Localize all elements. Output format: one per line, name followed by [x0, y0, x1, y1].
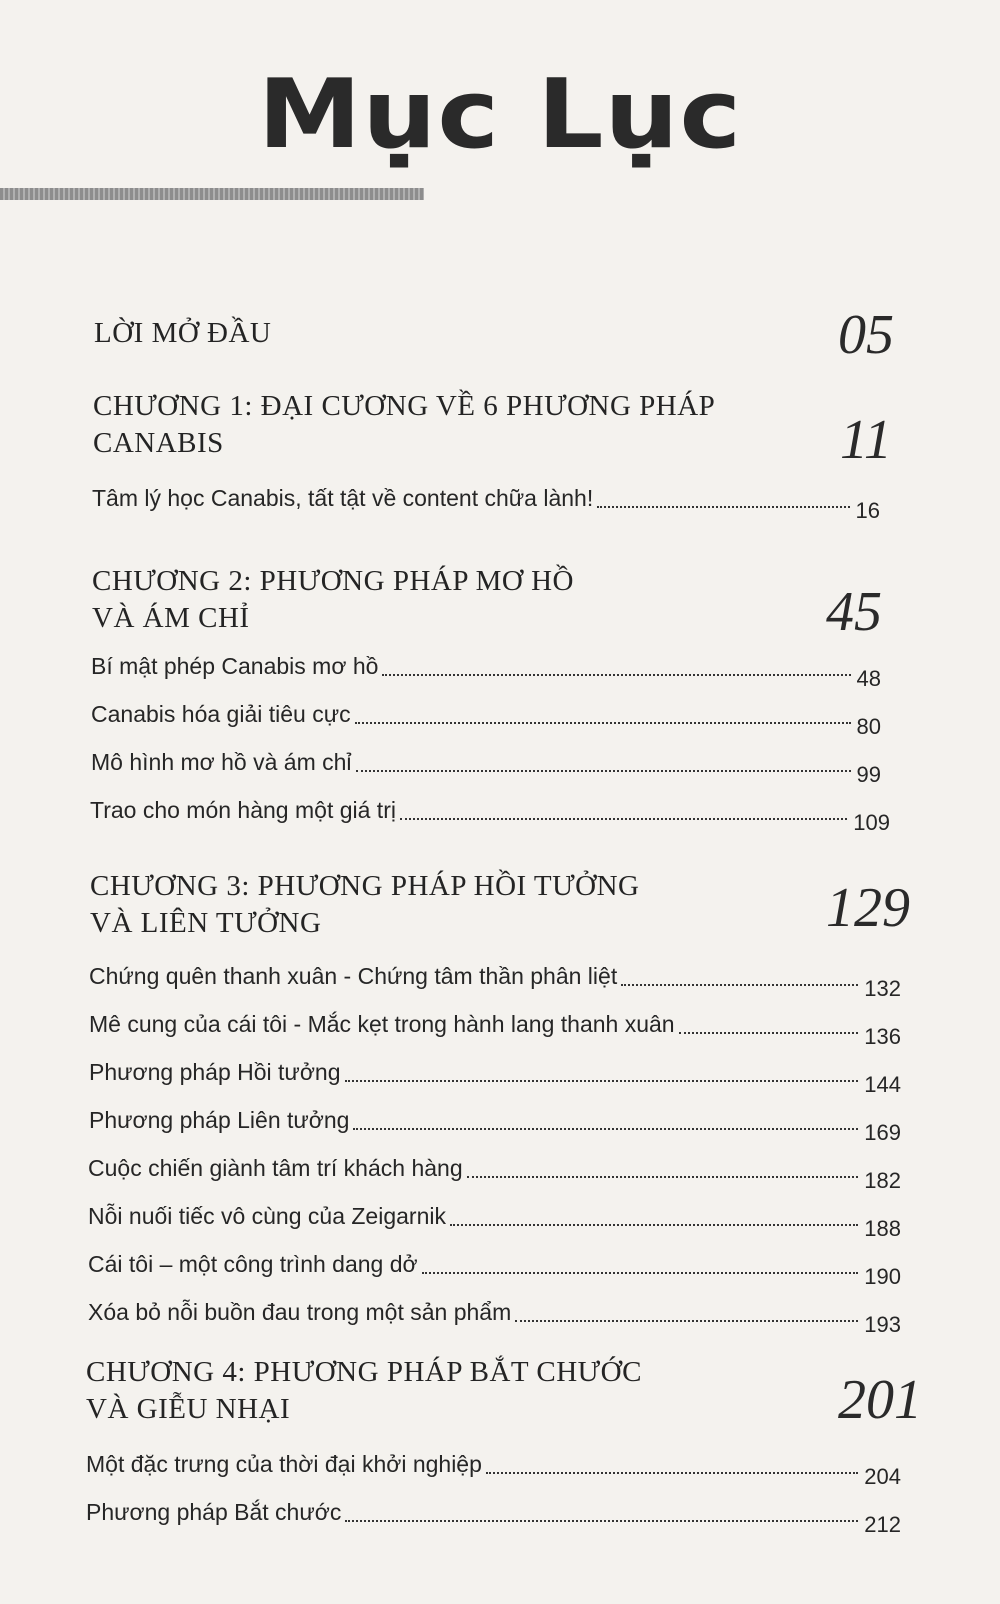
chapter-2-title-line-2: VÀ ÁM CHỈ [92, 602, 250, 634]
dot-leader [467, 1176, 859, 1178]
dot-leader [450, 1224, 858, 1226]
toc-entry-label: Bí mật phép Canabis mơ hồ [91, 653, 379, 679]
toc-entry[interactable] [91, 696, 881, 739]
toc-entry-page: 193 [864, 1312, 901, 1337]
preface-title[interactable]: LỜI MỞ ĐẦU [94, 317, 272, 349]
toc-entry[interactable] [89, 1102, 901, 1145]
toc-entry[interactable] [89, 1054, 901, 1097]
toc-entry-label: Mê cung của cái tôi - Mắc kẹt trong hành lang thanh xuân [89, 1011, 675, 1037]
chapter-4-title-line-1: CHƯƠNG 4: PHƯƠNG PHÁP BẮT CHƯỚC [86, 1356, 642, 1388]
toc-entry[interactable] [89, 1006, 901, 1049]
chapter-4-title-line-2: VÀ GIỄU NHẠI [86, 1393, 291, 1425]
chapter-3-title-line-2: VÀ LIÊN TƯỞNG [90, 907, 322, 939]
chapter-4-page-number: 201 [838, 1369, 922, 1431]
toc-entry-page: 182 [864, 1168, 901, 1193]
toc-entry[interactable] [88, 1150, 901, 1193]
toc-entry-page: 16 [855, 498, 880, 523]
dot-leader [355, 722, 851, 724]
dot-leader [345, 1080, 859, 1082]
chapter-3-title-line-1: CHƯƠNG 3: PHƯƠNG PHÁP HỒI TƯỞNG [90, 870, 640, 902]
chapter-1-title-line-1: CHƯƠNG 1: ĐẠI CƯƠNG VỀ 6 PHƯƠNG PHÁP [93, 390, 716, 422]
dot-leader [486, 1472, 858, 1474]
chapter-1-page-number: 11 [840, 409, 892, 471]
chapter-3-page-number: 129 [826, 877, 910, 939]
toc-entry-label: Nỗi nuối tiếc vô cùng của Zeigarnik [88, 1203, 446, 1229]
toc-entry-page: 48 [856, 666, 881, 691]
chapter-1-title-line-2: CANABIS [93, 427, 224, 459]
dot-leader [400, 818, 847, 820]
toc-entry-label: Chứng quên thanh xuân - Chứng tâm thần phân liệt [89, 963, 618, 989]
toc-entry[interactable] [88, 1294, 901, 1337]
toc-entry[interactable] [86, 1446, 901, 1489]
toc-entry-label: Phương pháp Hồi tưởng [89, 1059, 341, 1085]
toc-entry[interactable] [89, 958, 901, 1001]
toc-entry-page: 190 [864, 1264, 901, 1289]
toc-entry[interactable] [88, 1246, 901, 1289]
toc-entry[interactable] [86, 1494, 901, 1537]
toc-entry[interactable] [88, 1198, 901, 1241]
dot-leader [422, 1272, 859, 1274]
toc-entry-page: 212 [864, 1512, 901, 1537]
title-divider [0, 188, 424, 200]
toc-entry-page: 99 [856, 762, 881, 787]
chapter-1-title[interactable] [93, 388, 715, 462]
chapter-2-page-number: 45 [826, 581, 882, 643]
dot-leader [621, 984, 858, 986]
toc-entry-label: Tâm lý học Canabis, tất tật về content chữa lành! [92, 485, 594, 511]
dot-leader [356, 770, 851, 772]
toc-entry-page: 144 [864, 1072, 901, 1097]
dot-leader [597, 506, 849, 508]
chapter-2-title-line-1: CHƯƠNG 2: PHƯƠNG PHÁP MƠ HỒ [92, 565, 575, 597]
chapter-2-title[interactable] [92, 563, 574, 637]
toc-entry-label: Mô hình mơ hồ và ám chỉ [91, 749, 352, 775]
chapter-3-title[interactable] [90, 868, 639, 942]
toc-entry-label: Cuộc chiến giành tâm trí khách hàng [88, 1155, 463, 1181]
toc-entry-page: 136 [864, 1024, 901, 1049]
dot-leader [515, 1320, 858, 1322]
toc-entry-label: Một đặc trưng của thời đại khởi nghiệp [86, 1451, 482, 1477]
toc-entry-page: 204 [864, 1464, 901, 1489]
toc-entry-label: Trao cho món hàng một giá trị [90, 797, 396, 823]
chapter-4-title[interactable] [86, 1354, 642, 1428]
page-title: Mục Lục [257, 58, 743, 171]
dot-leader [345, 1520, 858, 1522]
toc-entry-label: Canabis hóa giải tiêu cực [91, 701, 351, 727]
toc-entry[interactable] [92, 480, 880, 523]
toc-entry-label: Cái tôi – một công trình dang dở [88, 1251, 418, 1277]
toc-entry-label: Phương pháp Liên tưởng [89, 1107, 350, 1133]
toc-entry[interactable] [91, 744, 881, 787]
toc-entry-page: 132 [864, 976, 901, 1001]
dot-leader [679, 1032, 859, 1034]
preface-page-number: 05 [838, 304, 894, 366]
toc-entry-label: Phương pháp Bắt chước [86, 1499, 342, 1525]
dot-leader [353, 1128, 858, 1130]
toc-entry-page: 80 [856, 714, 881, 739]
toc-entry-label: Xóa bỏ nỗi buồn đau trong một sản phẩm [88, 1299, 512, 1325]
dot-leader [382, 674, 850, 676]
toc-entry[interactable] [90, 792, 890, 835]
toc-entry-page: 188 [864, 1216, 901, 1241]
toc-entry[interactable] [91, 648, 881, 691]
toc-entry-page: 109 [853, 810, 890, 835]
toc-entry-page: 169 [864, 1120, 901, 1145]
